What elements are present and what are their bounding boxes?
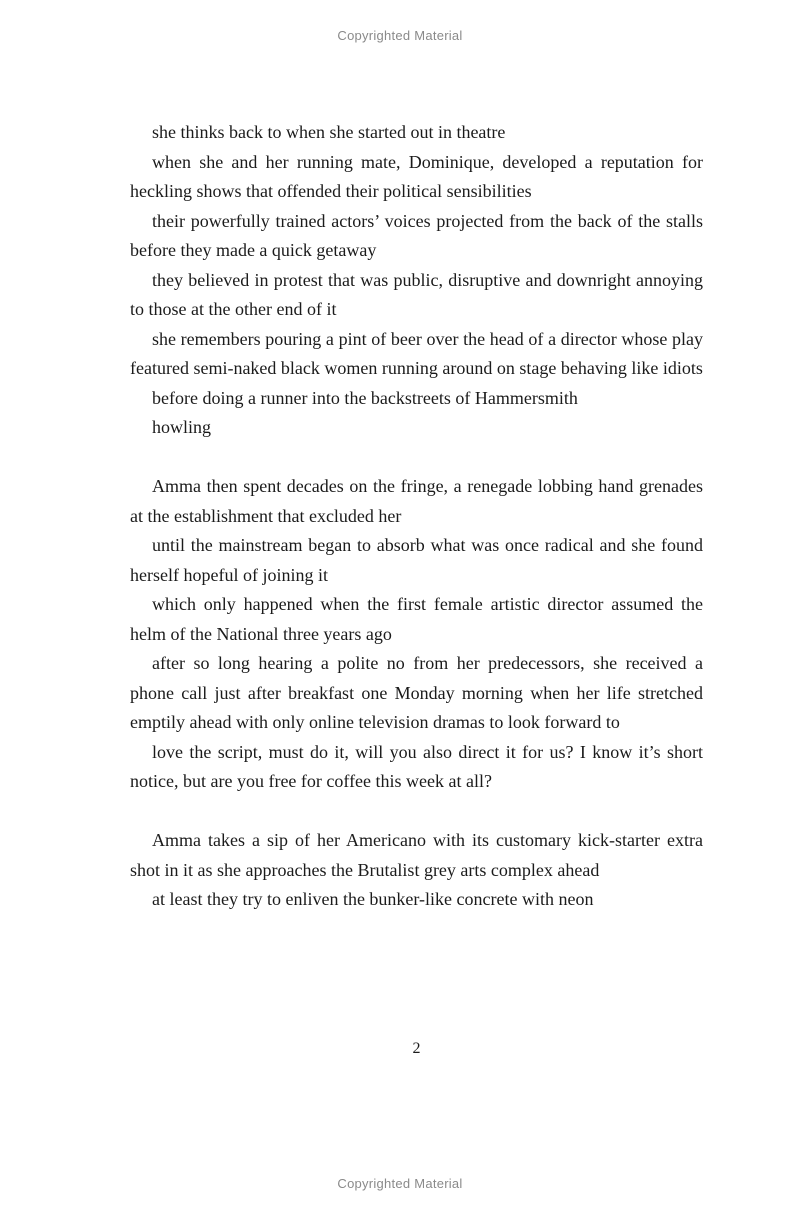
text-line: they believed in protest that was public, disruptive and downright annoying to those at the other end of it — [130, 269, 703, 319]
stanza — [130, 826, 703, 915]
text-line: love the script, must do it, will you also direct it for us? I know it’s short notice, but are you free for coffee this week at all? — [130, 741, 703, 791]
stanza — [130, 118, 703, 443]
text-line: which only happened when the first female artistic director assumed the helm of the National three years ago — [130, 594, 703, 644]
text-line: at least they try to enliven the bunker-like concrete with neon — [152, 889, 594, 909]
text-line: she remembers pouring a pint of beer over the head of a director whose play featured semi-naked black women running around on stage behaving like idiots — [130, 328, 703, 378]
page-number: 2 — [412, 1040, 421, 1057]
text-line: Amma then spent decades on the fringe, a renegade lobbing hand grenades at the establishment that excluded her — [130, 476, 703, 526]
text-line: when she and her running mate, Dominique, developed a reputation for heckling shows that offended their political sensibilities — [130, 151, 703, 201]
copyright-notice-top: Copyrighted Material — [337, 28, 463, 43]
text-line: their powerfully trained actors’ voices projected from the back of the stalls before they made a quick getaway — [130, 210, 703, 260]
text-line: howling — [152, 417, 212, 437]
stanza — [130, 472, 703, 797]
text-line: Amma takes a sip of her Americano with its customary kick-starter extra shot in it as she approaches the Brutalist grey arts complex ahead — [130, 830, 703, 880]
text-line: she thinks back to when she started out in theatre — [152, 122, 506, 142]
text-line: until the mainstream began to absorb what was once radical and she found herself hopeful of joining it — [130, 535, 703, 585]
copyright-notice-bottom: Copyrighted Material — [337, 1176, 463, 1191]
text-line: after so long hearing a polite no from her predecessors, she received a phone call just after breakfast one Monday morning when her life stretched emptily ahead with only online television dramas to look forward to — [130, 653, 703, 732]
page-text — [130, 118, 703, 915]
text-line: before doing a runner into the backstreets of Hammersmith — [152, 387, 578, 408]
